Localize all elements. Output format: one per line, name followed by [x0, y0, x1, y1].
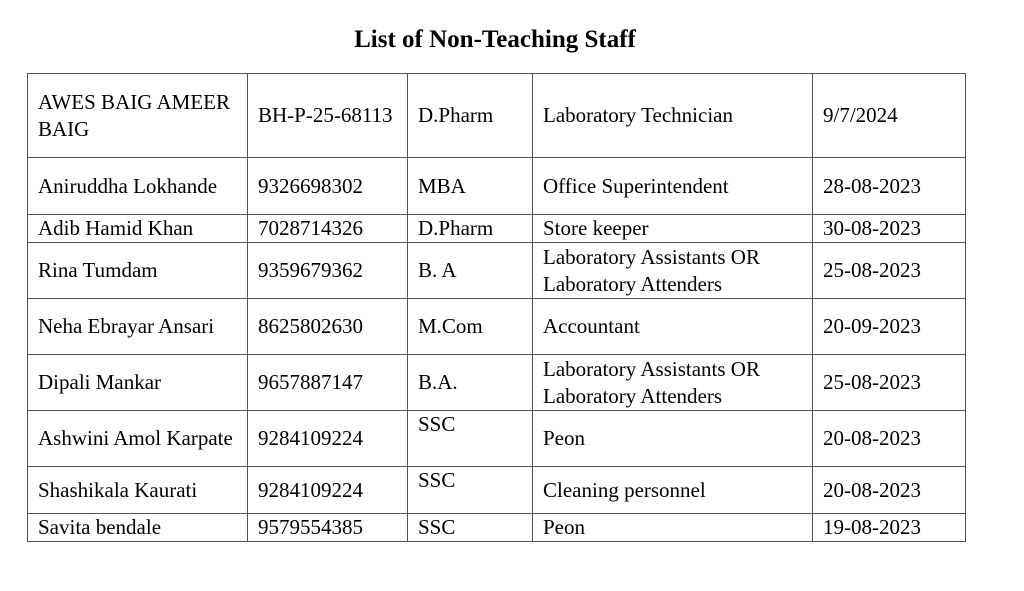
- cell-qualification: B. A: [408, 243, 533, 299]
- cell-name: Dipali Mankar: [28, 355, 248, 411]
- staff-table: [27, 73, 966, 542]
- table-row: [28, 467, 966, 514]
- cell-contact: BH-P-25-68113: [248, 74, 408, 158]
- cell-date: 28-08-2023: [813, 158, 966, 215]
- table-row: [28, 215, 966, 243]
- cell-contact: 7028714326: [248, 215, 408, 243]
- cell-contact: 9284109224: [248, 467, 408, 514]
- cell-contact: 9657887147: [248, 355, 408, 411]
- cell-contact: 9326698302: [248, 158, 408, 215]
- cell-designation: Store keeper: [533, 215, 813, 243]
- cell-qualification: MBA: [408, 158, 533, 215]
- cell-designation: Cleaning personnel: [533, 467, 813, 514]
- cell-contact: 9284109224: [248, 411, 408, 467]
- cell-date: 25-08-2023: [813, 243, 966, 299]
- cell-contact: 9359679362: [248, 243, 408, 299]
- cell-contact: 9579554385: [248, 514, 408, 542]
- table-row: [28, 243, 966, 299]
- table-row: [28, 514, 966, 542]
- cell-qualification: D.Pharm: [408, 74, 533, 158]
- cell-designation: Accountant: [533, 299, 813, 355]
- cell-name: Aniruddha Lokhande: [28, 158, 248, 215]
- cell-qualification: B.A.: [408, 355, 533, 411]
- cell-date: 20-08-2023: [813, 411, 966, 467]
- cell-designation: Peon: [533, 411, 813, 467]
- cell-date: 19-08-2023: [813, 514, 966, 542]
- cell-name: Rina Tumdam: [28, 243, 248, 299]
- cell-qualification: M.Com: [408, 299, 533, 355]
- cell-designation: Office Superintendent: [533, 158, 813, 215]
- page-title: List of Non-Teaching Staff: [354, 26, 636, 53]
- table-row: [28, 299, 966, 355]
- cell-name: Savita bendale: [28, 514, 248, 542]
- cell-designation: Laboratory Assistants OR Laboratory Attenders: [533, 243, 813, 299]
- cell-qualification: SSC: [408, 514, 533, 542]
- table-row: [28, 355, 966, 411]
- table-row: [28, 411, 966, 467]
- cell-qualification: D.Pharm: [408, 215, 533, 243]
- table-row: [28, 158, 966, 215]
- cell-designation: Laboratory Assistants OR Laboratory Attenders: [533, 355, 813, 411]
- cell-name: Ashwini Amol Karpate: [28, 411, 248, 467]
- cell-name: Neha Ebrayar Ansari: [28, 299, 248, 355]
- cell-date: 30-08-2023: [813, 215, 966, 243]
- cell-qualification: SSC: [408, 467, 533, 514]
- cell-date: 20-08-2023: [813, 467, 966, 514]
- cell-designation: Laboratory Technician: [533, 74, 813, 158]
- table-row: [28, 74, 966, 158]
- cell-name: Adib Hamid Khan: [28, 215, 248, 243]
- cell-contact: 8625802630: [248, 299, 408, 355]
- cell-date: 25-08-2023: [813, 355, 966, 411]
- cell-date: 20-09-2023: [813, 299, 966, 355]
- cell-name: AWES BAIG AMEER BAIG: [28, 74, 248, 158]
- cell-qualification: SSC: [408, 411, 533, 467]
- cell-date: 9/7/2024: [813, 74, 966, 158]
- cell-designation: Peon: [533, 514, 813, 542]
- cell-name: Shashikala Kaurati: [28, 467, 248, 514]
